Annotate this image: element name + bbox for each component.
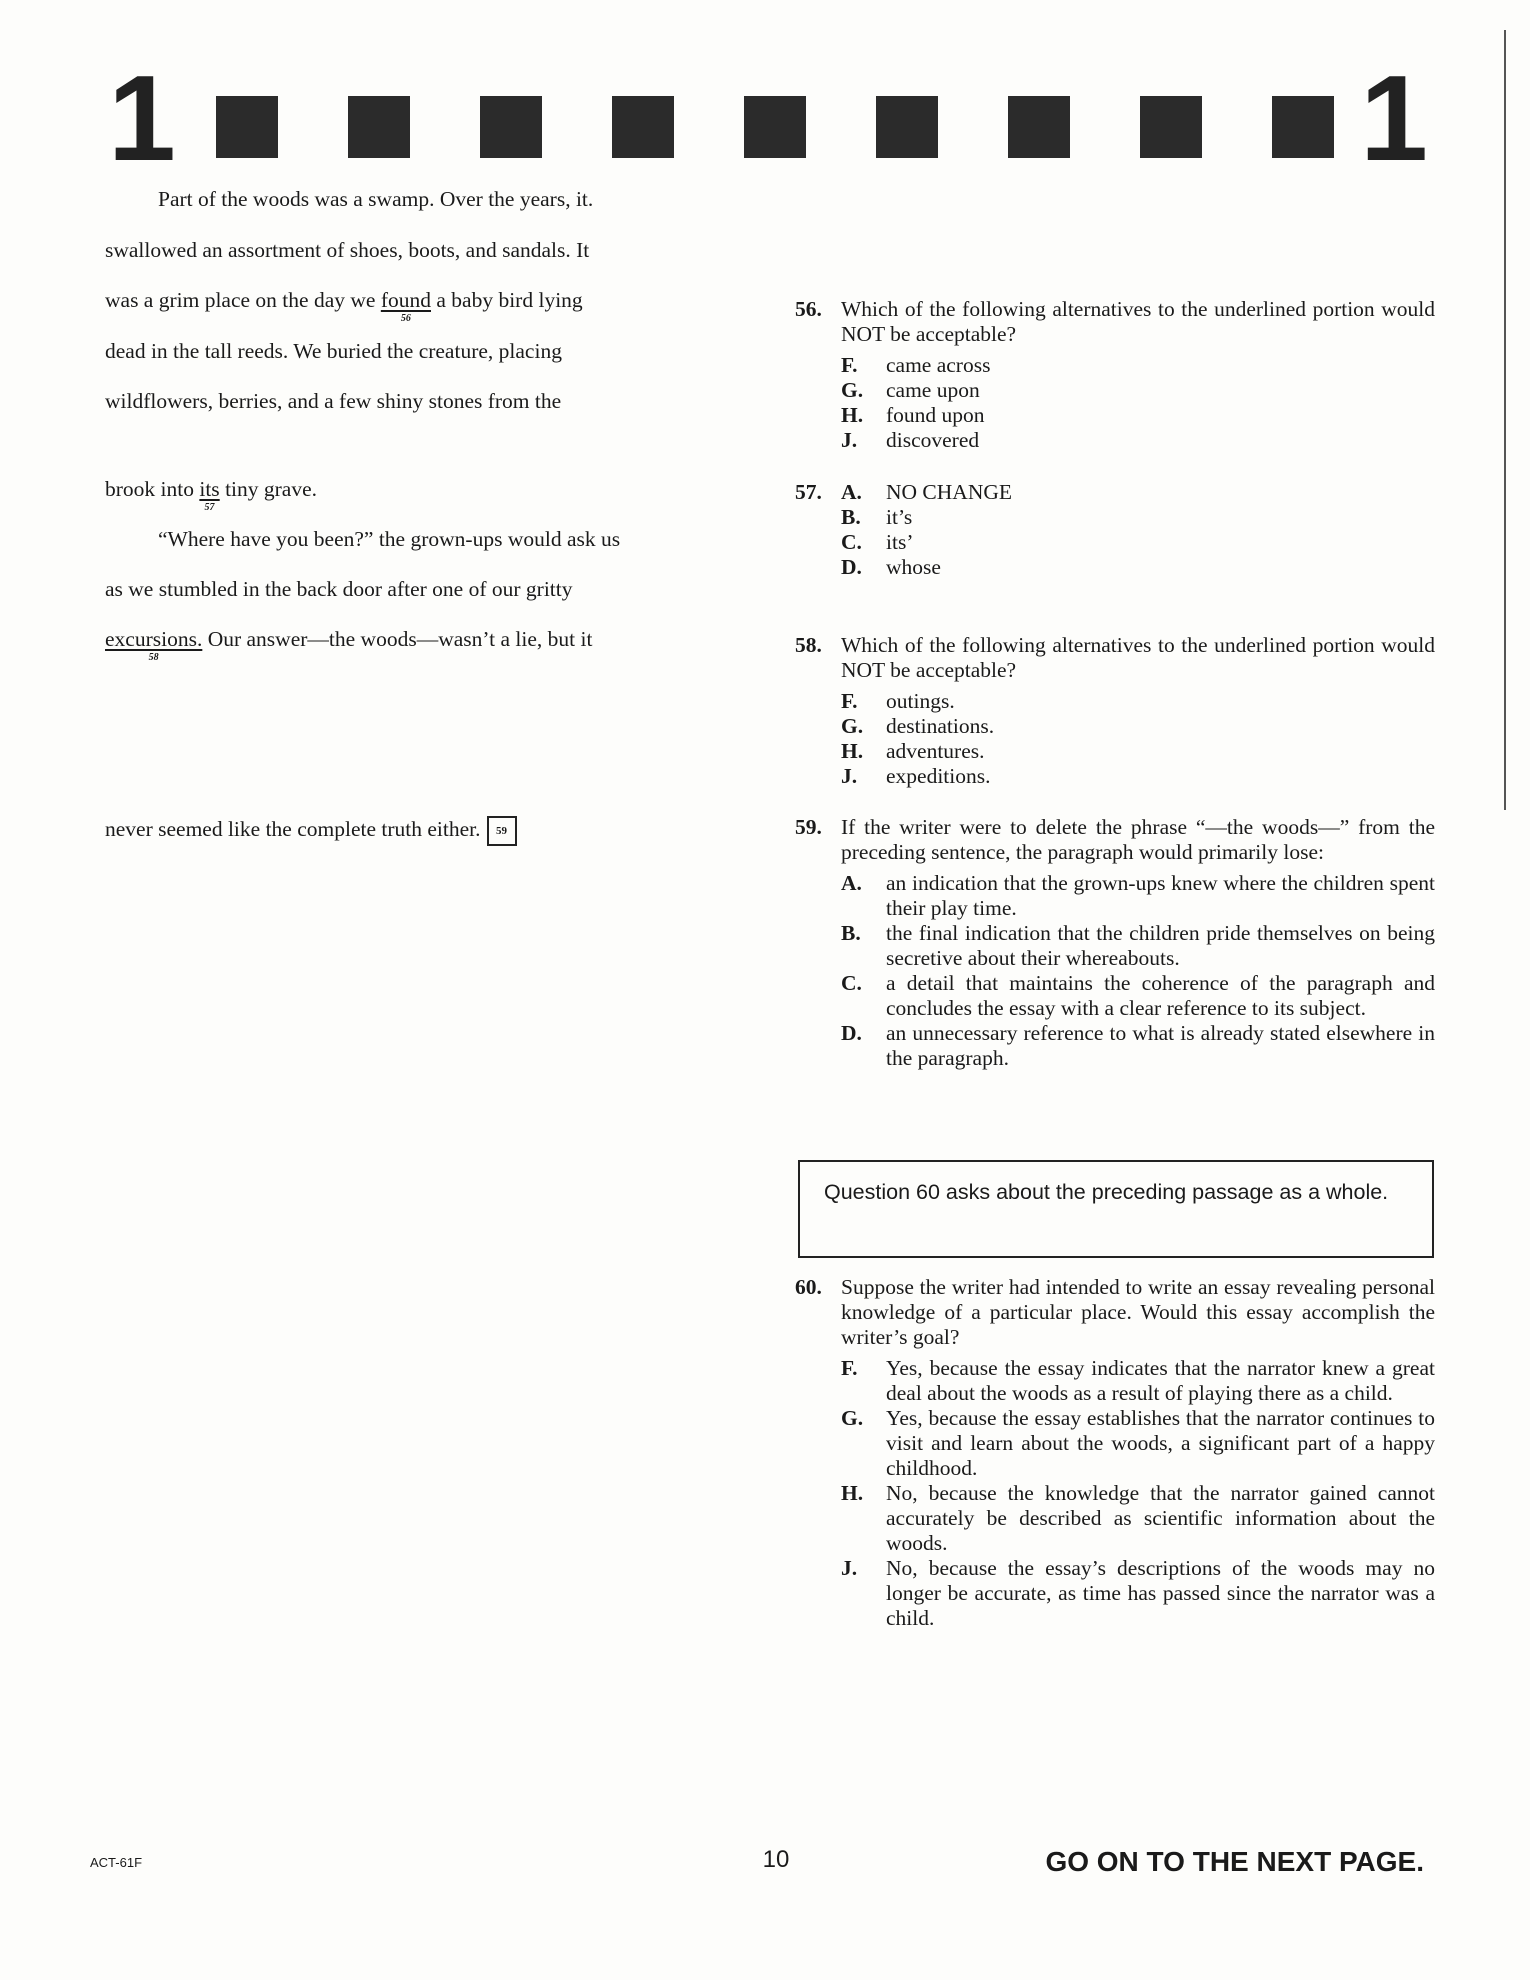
passage-text-segment: never seemed like the complete truth either. <box>105 817 481 841</box>
question-number: 57. <box>795 480 822 504</box>
header-block <box>480 96 542 158</box>
passage-text-segment: tiny grave. <box>219 477 318 501</box>
question-number: 56. <box>795 297 822 321</box>
question-marker-57: 57 <box>204 502 215 513</box>
option-text: No, because the knowledge that the narrator gained cannot accurately be described as scientific information about the woods. <box>886 1481 1435 1555</box>
underlined-portion-58[interactable] <box>105 626 203 663</box>
option-text: No, because the essay’s descriptions of the woods may no longer be accurate, as time has passed since the narrator was a child. <box>886 1556 1435 1630</box>
option-text: adventures. <box>886 739 985 763</box>
underlined-portion-56[interactable] <box>380 287 431 324</box>
header-block <box>348 96 410 158</box>
option-letter: G. <box>841 714 864 738</box>
option-letter: A. <box>841 871 862 895</box>
form-code: ACT-61F <box>90 1855 143 1870</box>
answer-option[interactable] <box>841 1406 1435 1481</box>
option-text: an indication that the grown-ups knew where the children spent their play time. <box>886 871 1435 920</box>
question-marker-56: 56 <box>400 313 411 324</box>
section-number-left: 1 <box>108 50 176 186</box>
option-letter: C. <box>841 530 862 554</box>
passage-line <box>105 476 318 513</box>
option-text: Yes, because the essay indicates that the narrator knew a great deal about the woods as a result of playing there as a child. <box>886 1356 1435 1405</box>
option-letter: F. <box>841 689 858 713</box>
option-letter: H. <box>841 739 864 763</box>
answer-option[interactable] <box>841 428 1435 453</box>
option-text: came upon <box>886 378 980 402</box>
option-text: a detail that maintains the coherence of the paragraph and concludes the essay with a clear reference to its subject. <box>886 971 1435 1020</box>
option-text: whose <box>886 555 941 579</box>
header-block <box>744 96 806 158</box>
question-stem: Which of the following alternatives to the underlined portion would NOT be acceptable? <box>841 633 1435 682</box>
passage-line: swallowed an assortment of shoes, boots, and sandals. It <box>105 238 590 262</box>
option-letter: J. <box>841 764 858 788</box>
answer-option[interactable] <box>841 1556 1435 1631</box>
page-number: 10 <box>762 1846 790 1873</box>
option-letter: B. <box>841 921 861 945</box>
answer-option[interactable] <box>841 403 1435 428</box>
question-59 <box>795 815 1435 1071</box>
header-block <box>1140 96 1202 158</box>
option-text: expeditions. <box>886 764 991 788</box>
underlined-text: found <box>380 288 431 312</box>
option-letter: C. <box>841 971 862 995</box>
option-letter: F. <box>841 1356 858 1380</box>
answer-options <box>841 353 1435 453</box>
passage-line: wildflowers, berries, and a few shiny stones from the <box>105 389 562 413</box>
option-letter: J. <box>841 428 858 452</box>
question-number: 58. <box>795 633 822 657</box>
answer-option[interactable] <box>841 555 1435 580</box>
question-stem: If the writer were to delete the phrase “—the woods—” from the preceding sentence, the paragraph would primarily lose: <box>841 815 1435 864</box>
question-marker-58: 58 <box>148 652 159 663</box>
passage-line <box>105 816 517 846</box>
answer-option[interactable] <box>841 871 1435 921</box>
question-stem: Which of the following alternatives to the underlined portion would NOT be acceptable? <box>841 297 1435 346</box>
answer-option[interactable] <box>841 1021 1435 1071</box>
header-block <box>612 96 674 158</box>
answer-option[interactable] <box>841 689 1435 714</box>
passage-text-segment: Our answer—the woods—wasn’t a lie, but it <box>202 627 593 651</box>
answer-options <box>841 689 1435 789</box>
option-letter: H. <box>841 403 864 427</box>
option-text: came across <box>886 353 991 377</box>
option-letter: D. <box>841 1021 862 1045</box>
section-header <box>108 50 1428 186</box>
section-number-right: 1 <box>1360 50 1428 186</box>
option-letter: G. <box>841 378 864 402</box>
go-on-next-page: GO ON TO THE NEXT PAGE. <box>1045 1846 1424 1877</box>
answer-option[interactable] <box>841 480 1435 505</box>
passage-whole-notice: Question 60 asks about the preceding passage as a whole. <box>798 1160 1434 1258</box>
option-letter: D. <box>841 555 862 579</box>
header-block <box>1272 96 1334 158</box>
underlined-text: excursions. <box>105 627 203 651</box>
answer-option[interactable] <box>841 971 1435 1021</box>
page-edge-line <box>1504 30 1506 810</box>
option-letter: B. <box>841 505 861 529</box>
question-57 <box>795 480 1435 580</box>
option-text: outings. <box>886 689 955 713</box>
option-letter: G. <box>841 1406 864 1430</box>
answer-option[interactable] <box>841 714 1435 739</box>
option-letter: A. <box>841 480 862 504</box>
header-block-row <box>216 96 1348 158</box>
option-text: found upon <box>886 403 985 427</box>
answer-option[interactable] <box>841 739 1435 764</box>
answer-option[interactable] <box>841 1356 1435 1406</box>
underlined-text: its <box>199 477 220 501</box>
header-block <box>1008 96 1070 158</box>
option-text: it’s <box>886 505 913 529</box>
passage-line <box>105 287 583 324</box>
answer-options <box>841 871 1435 1071</box>
answer-option[interactable] <box>841 1481 1435 1556</box>
answer-option[interactable] <box>841 505 1435 530</box>
question-number: 59. <box>795 815 822 839</box>
option-letter: F. <box>841 353 858 377</box>
answer-option[interactable] <box>841 530 1435 555</box>
answer-option[interactable] <box>841 378 1435 403</box>
answer-options <box>841 1356 1435 1631</box>
header-block <box>216 96 278 158</box>
option-letter: H. <box>841 1481 864 1505</box>
passage-line: as we stumbled in the back door after one of our gritty <box>105 577 573 601</box>
passage-line: “Where have you been?” the grown-ups would ask us <box>158 527 621 551</box>
answer-option[interactable] <box>841 921 1435 971</box>
answer-option[interactable] <box>841 764 1435 789</box>
option-text: Yes, because the essay establishes that the narrator continues to visit and learn about the woods, a significant part of a happy childhood. <box>886 1406 1435 1480</box>
passage-text-segment: was a grim place on the day we <box>105 288 381 312</box>
option-text: its’ <box>886 530 914 554</box>
question-56 <box>795 297 1435 453</box>
passage-line: dead in the tall reeds. We buried the creature, placing <box>105 339 562 363</box>
passage-text-segment: brook into <box>105 477 200 501</box>
question-60 <box>795 1275 1435 1631</box>
underlined-portion-57[interactable] <box>199 476 220 513</box>
question-58 <box>795 633 1435 789</box>
answer-option[interactable] <box>841 353 1435 378</box>
question-box-59[interactable]: 59 <box>487 816 517 846</box>
option-text: destinations. <box>886 714 995 738</box>
option-text: an unnecessary reference to what is already stated elsewhere in the paragraph. <box>886 1021 1435 1070</box>
option-text: the final indication that the children pride themselves on being secretive about their whereabouts. <box>886 921 1435 970</box>
option-text: discovered <box>886 428 980 452</box>
header-block <box>876 96 938 158</box>
option-text: NO CHANGE <box>886 480 1013 504</box>
passage-line: Part of the woods was a swamp. Over the years, it. <box>158 187 594 211</box>
passage-line <box>105 626 593 663</box>
passage-text-segment: a baby bird lying <box>431 288 583 312</box>
question-stem: Suppose the writer had intended to write an essay revealing personal knowledge of a particular place. Would this essay accomplish the writer’s goal? <box>841 1275 1435 1349</box>
option-letter: J. <box>841 1556 858 1580</box>
question-number: 60. <box>795 1275 822 1299</box>
